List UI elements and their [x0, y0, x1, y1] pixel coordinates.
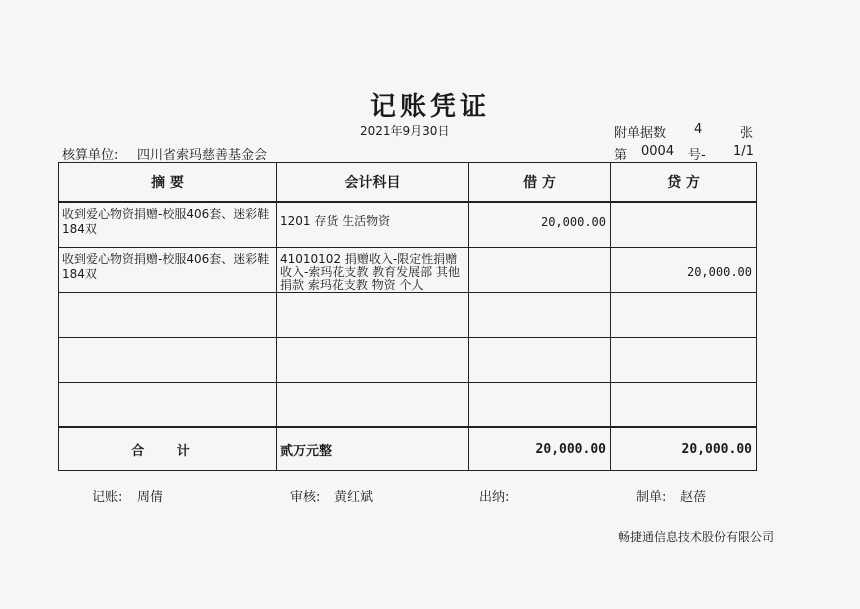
- voucher-title: 记账凭证: [369, 92, 490, 122]
- reviewer-name: 黄红斌: [334, 490, 374, 505]
- software-company: 畅捷通信息技术股份有限公司: [618, 530, 775, 544]
- row-debit: [469, 337, 611, 382]
- row-account: 1201 存货 生活物资: [277, 202, 469, 247]
- preparer-label: 制单:: [636, 490, 667, 505]
- voucher-page: 1/1: [733, 144, 754, 159]
- total-amount-words: 贰万元整: [277, 427, 469, 471]
- header-debit: 借 方: [469, 163, 611, 203]
- row-summary: 收到爱心物资捐赠-校服406套、迷彩鞋184双: [59, 202, 277, 247]
- total-label: 合 计: [59, 427, 277, 471]
- total-debit: 20,000.00: [469, 427, 611, 471]
- voucher-number-suffix: 号-: [688, 148, 706, 163]
- header-summary: 摘 要: [59, 163, 277, 203]
- total-row: [59, 427, 757, 471]
- row-credit: 20,000.00: [611, 247, 757, 292]
- voucher-table: [58, 162, 757, 471]
- row-debit: [469, 247, 611, 292]
- table-header-row: [59, 163, 757, 203]
- row-summary: [59, 292, 277, 337]
- row-credit: [611, 202, 757, 247]
- table-row: [59, 202, 757, 247]
- voucher-date: 2021年9月30日: [360, 124, 450, 138]
- preparer-name: 赵蓓: [680, 490, 707, 505]
- reviewer-label: 审核:: [290, 490, 321, 505]
- table-row: [59, 382, 757, 427]
- voucher-number: 0004: [641, 144, 675, 159]
- row-debit: 20,000.00: [469, 202, 611, 247]
- row-credit: [611, 337, 757, 382]
- header-account: 会计科目: [277, 163, 469, 203]
- table-row: [59, 292, 757, 337]
- attachments-unit: 张: [740, 126, 754, 141]
- cashier-label: 出纳:: [479, 490, 510, 505]
- attachments-count: 4: [694, 122, 703, 137]
- accounting-unit-name: 四川省索玛慈善基金会: [137, 148, 268, 163]
- row-account: [277, 292, 469, 337]
- row-summary: 收到爱心物资捐赠-校服406套、迷彩鞋184双: [59, 247, 277, 292]
- row-debit: [469, 382, 611, 427]
- accounting-unit-label: 核算单位:: [62, 148, 119, 163]
- table-row: [59, 337, 757, 382]
- voucher-number-label: 第: [614, 148, 628, 163]
- bookkeeper-label: 记账:: [92, 490, 123, 505]
- row-account: [277, 337, 469, 382]
- bookkeeper-name: 周倩: [137, 490, 164, 505]
- total-credit: 20,000.00: [611, 427, 757, 471]
- row-credit: [611, 382, 757, 427]
- attachments-label: 附单据数: [614, 126, 667, 141]
- row-debit: [469, 292, 611, 337]
- row-summary: [59, 337, 277, 382]
- row-account: [277, 382, 469, 427]
- table-row: [59, 247, 757, 292]
- row-summary: [59, 382, 277, 427]
- row-credit: [611, 292, 757, 337]
- row-account: 41010102 捐赠收入-限定性捐赠收入-索玛花支教 教育发展部 其他捐款 索玛花支教 物资 个人: [277, 247, 469, 292]
- header-credit: 贷 方: [611, 163, 757, 203]
